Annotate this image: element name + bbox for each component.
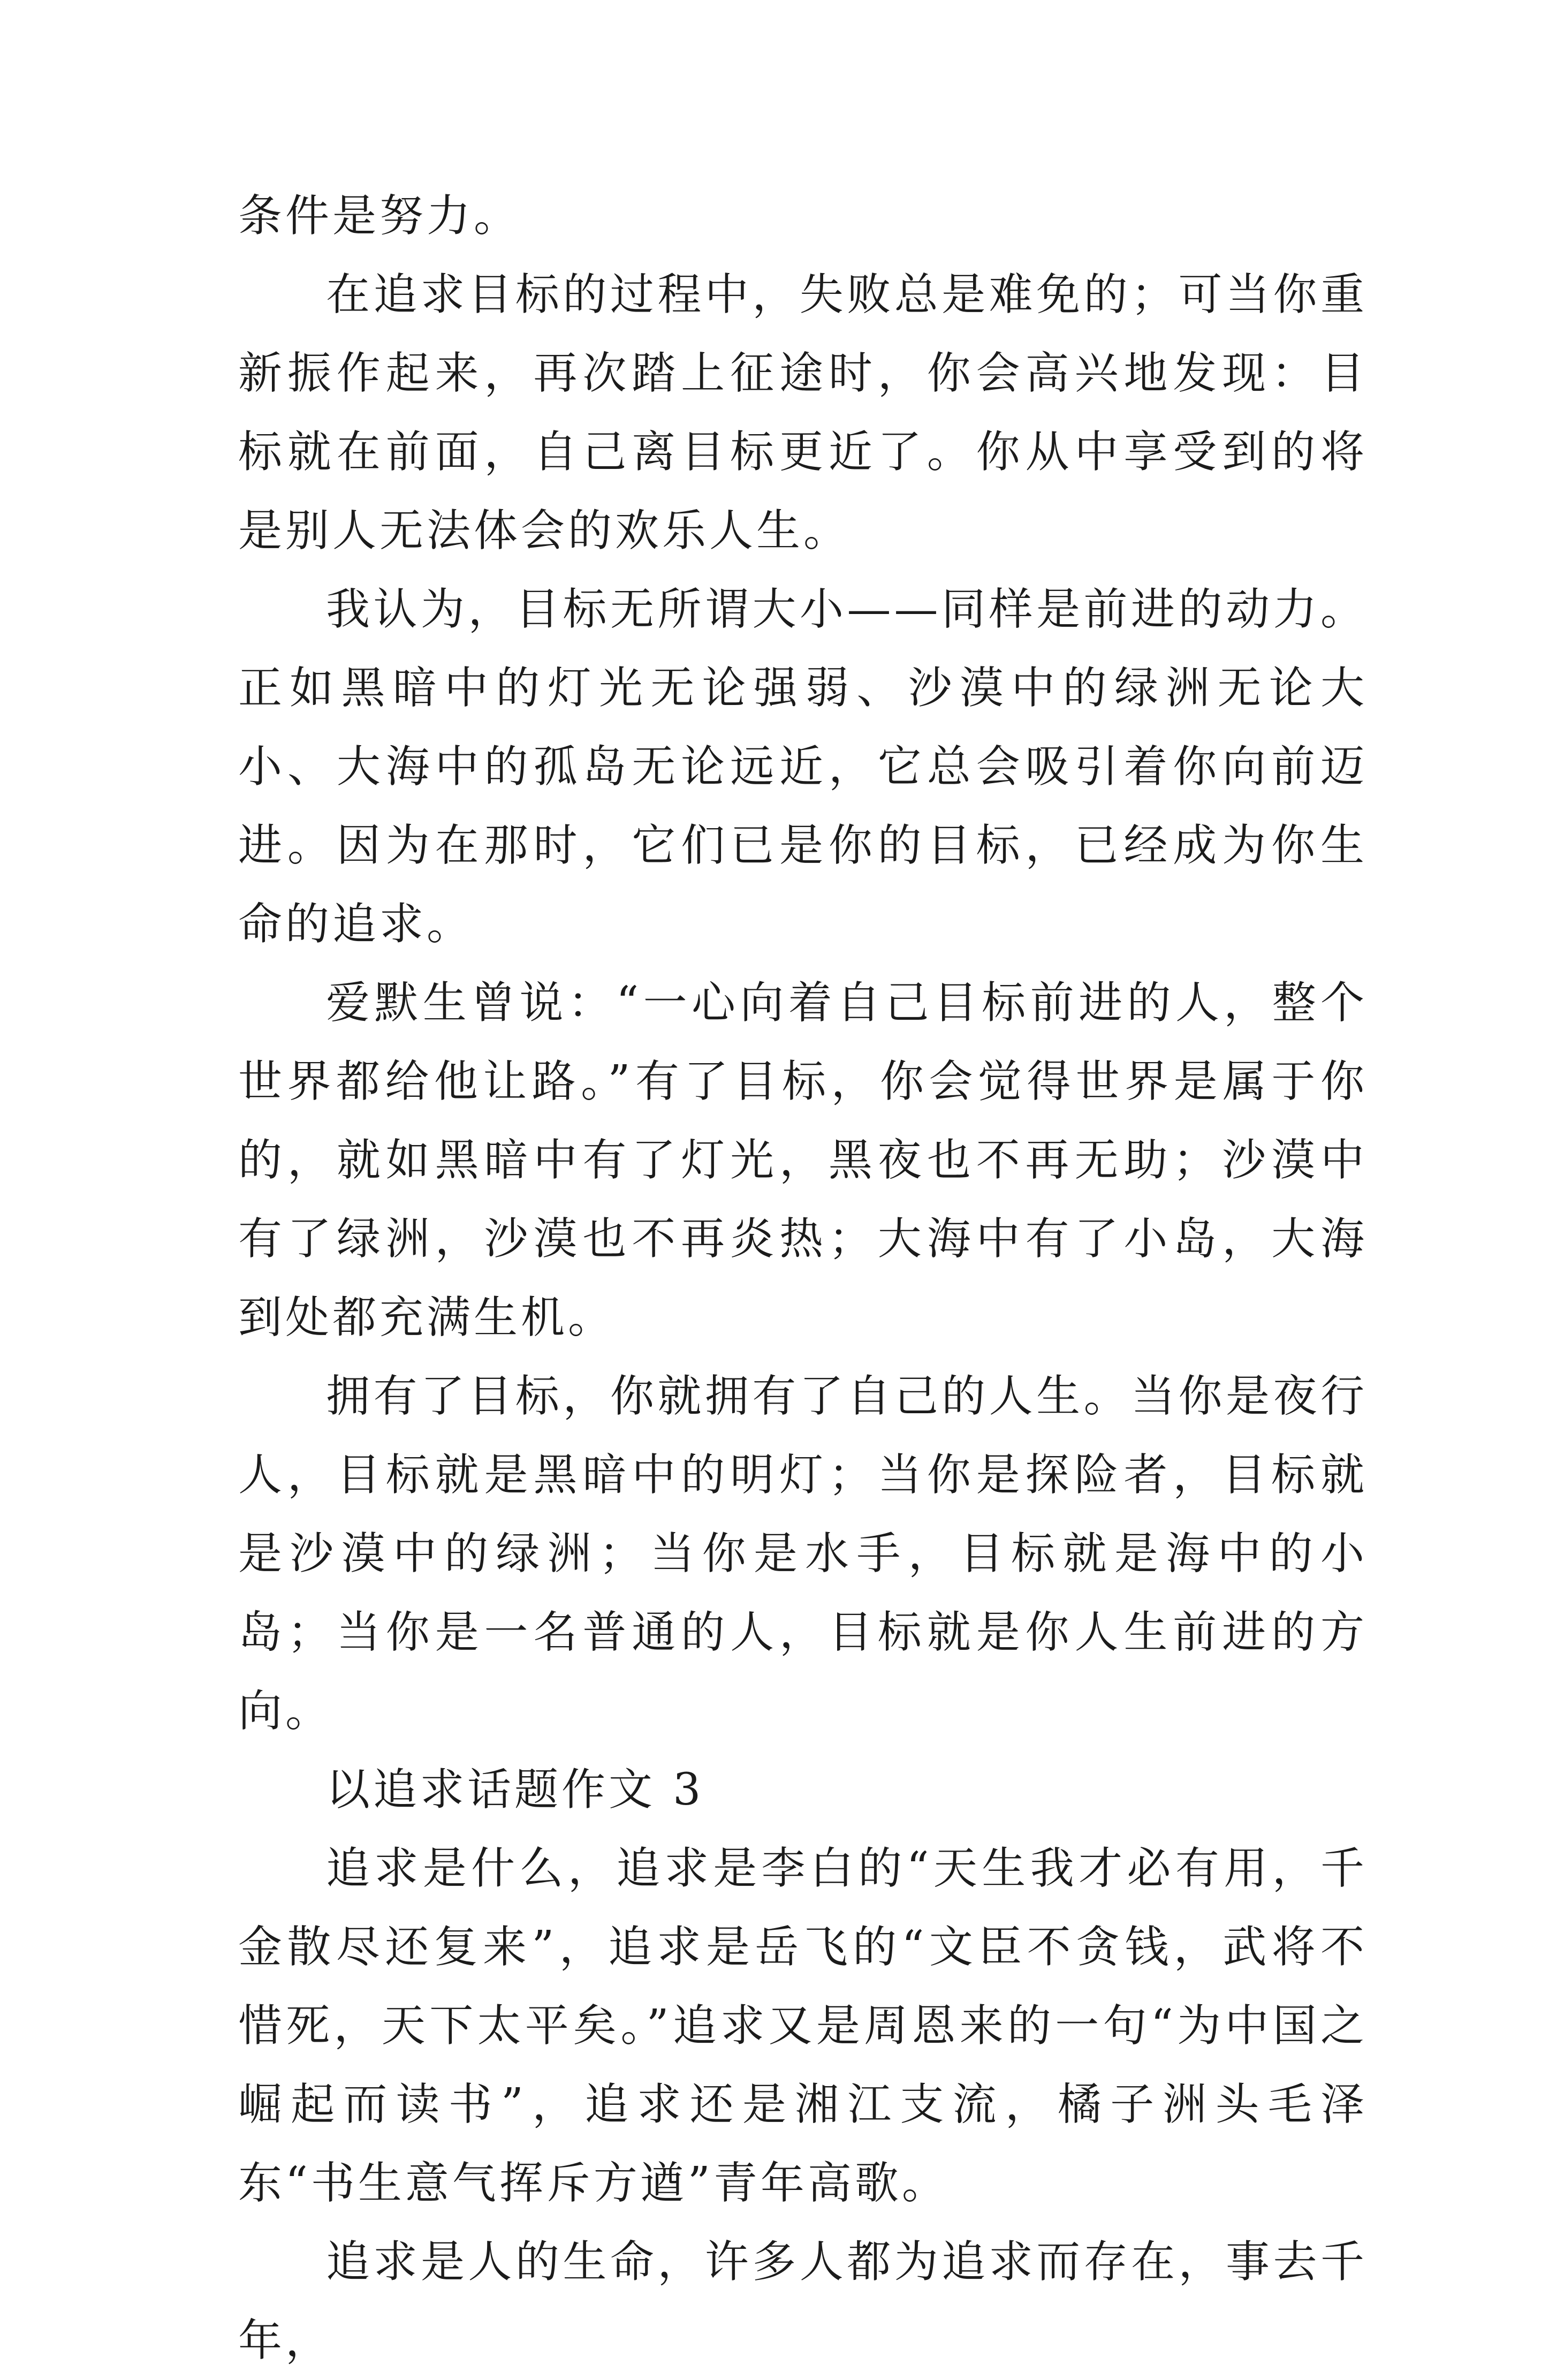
paragraph: 我认为，目标无所谓大小——同样是前进的动力。正如黑暗中的灯光无论强弱、沙漠中的绿洲无论大小、大海中的孤岛无论远近，它总会吸引着你向前迈进。因为在那时，它们已是你的目标，已经成为你生命的追求。 [238, 584, 1368, 950]
paragraph: 爱默生曾说：“一心向着自己目标前进的人，整个世界都给他让路。”有了目标，你会觉得世界是属于你的，就如黑暗中有了灯光，黑夜也不再无助；沙漠中有了绿洲，沙漠也不再炎热；大海中有了小岛，大海到处都充满生机。 [238, 977, 1368, 1343]
paragraph: 追求是什么，追求是李白的“天生我才必有用，千金散尽还复来”，追求是岳飞的“文臣不贪钱，武将不惜死，天下太平矣。”追求又是周恩来的一句“为中国之崛起而读书”，追求还是湘江支流，橘子洲头毛泽东“书生意气挥斥方遒”青年高歌。 [238, 1843, 1368, 2209]
paragraph: 条件是努力。 [238, 191, 521, 241]
document-body [238, 177, 1368, 2380]
section-heading: 以追求话题作文 3 [326, 1764, 704, 1815]
paragraph: 拥有了目标，你就拥有了自己的人生。当你是夜行人，目标就是黑暗中的明灯；当你是探险者，目标就是沙漠中的绿洲；当你是水手，目标就是海中的小岛；当你是一名普通的人，目标就是你人生前进的方向。 [238, 1371, 1368, 1737]
paragraph: 在追求目标的过程中，失败总是难免的；可当你重新振作起来，再次踏上征途时，你会高兴地发现：目标就在前面，自己离目标更近了。你从中享受到的将是别人无法体会的欢乐人生。 [238, 269, 1368, 556]
paragraph: 追求是人的生命，许多人都为追求而存在，事去千年， [238, 2237, 1368, 2366]
